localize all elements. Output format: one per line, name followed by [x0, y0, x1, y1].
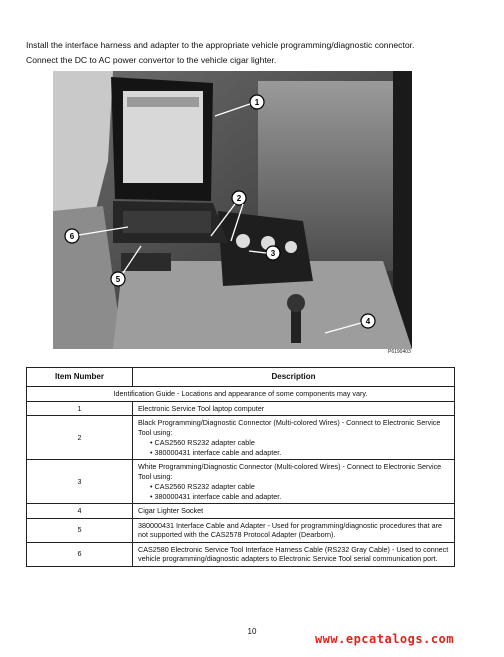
item-description: Electronic Service Tool laptop computer [133, 401, 455, 416]
item-number: 6 [27, 542, 133, 566]
callout-3: 3 [270, 249, 276, 258]
watermark: www.epcatalogs.com [314, 632, 454, 646]
item-number: 4 [27, 504, 133, 519]
bullet-item: • 380000431 interface cable and adapter. [150, 492, 449, 502]
callout-1: 1 [254, 98, 260, 107]
header-item-number: Item Number [27, 368, 133, 387]
item-description: CAS2580 Electronic Service Tool Interface Harness Cable (RS232 Gray Cable) - Used to connect vehicle programming/diagnostic adapters to Electronic Service Tool serial communication port. [133, 542, 455, 566]
table-row [27, 460, 455, 504]
bullet-list [138, 482, 449, 501]
table-header-row [27, 368, 455, 387]
table-row [27, 416, 455, 460]
bullet-item: • CAS2560 RS232 adapter cable [150, 438, 449, 448]
bullet-list [138, 438, 449, 457]
bullet-item: • 380000431 interface cable and adapter. [150, 448, 449, 458]
identification-guide: Identification Guide - Locations and appearance of some components may vary. [27, 387, 455, 402]
item-number: 5 [27, 518, 133, 542]
table-row [27, 504, 455, 519]
guide-row [27, 387, 455, 402]
table-row [27, 518, 455, 542]
item-description: Black Programming/Diagnostic Connector (Multi-colored Wires) - Connect to Electronic Service Tool using: • CAS2560 RS232 adapter cable • 380000431 interface cable and adapter. [133, 416, 455, 460]
page-number: 10 [247, 627, 257, 636]
item-description: 380000431 Interface Cable and Adapter - Used for programming/diagnostic procedures that are not supported with the CAS2578 Protocol Adapter (Dearborn). [133, 518, 455, 542]
instruction-line-2: Connect the DC to AC power convertor to the vehicle cigar lighter. [26, 55, 277, 65]
table-row [27, 542, 455, 566]
item-number: 1 [27, 401, 133, 416]
callout-5: 5 [115, 275, 121, 284]
item-description: White Programming/Diagnostic Connector (Multi-colored Wires) - Connect to Electronic Service Tool using: • CAS2560 RS232 adapter cable • 380000431 interface cable and adapter. [133, 460, 455, 504]
parts-table [26, 367, 455, 567]
figure-id: P6190403 [388, 349, 411, 355]
instruction-line-1: Install the interface harness and adapter to the appropriate vehicle programming/diagnostic connector. [26, 40, 415, 50]
header-description: Description [133, 368, 455, 387]
callout-4: 4 [365, 317, 371, 326]
bullet-item: • CAS2560 RS232 adapter cable [150, 482, 449, 492]
item-description: Cigar Lighter Socket [133, 504, 455, 519]
table-row [27, 401, 455, 416]
vehicle-cab-photo [53, 71, 412, 349]
callout-2: 2 [236, 194, 242, 203]
instructions [26, 38, 466, 68]
callout-6: 6 [69, 232, 75, 241]
item-number: 3 [27, 460, 133, 504]
item-number: 2 [27, 416, 133, 460]
